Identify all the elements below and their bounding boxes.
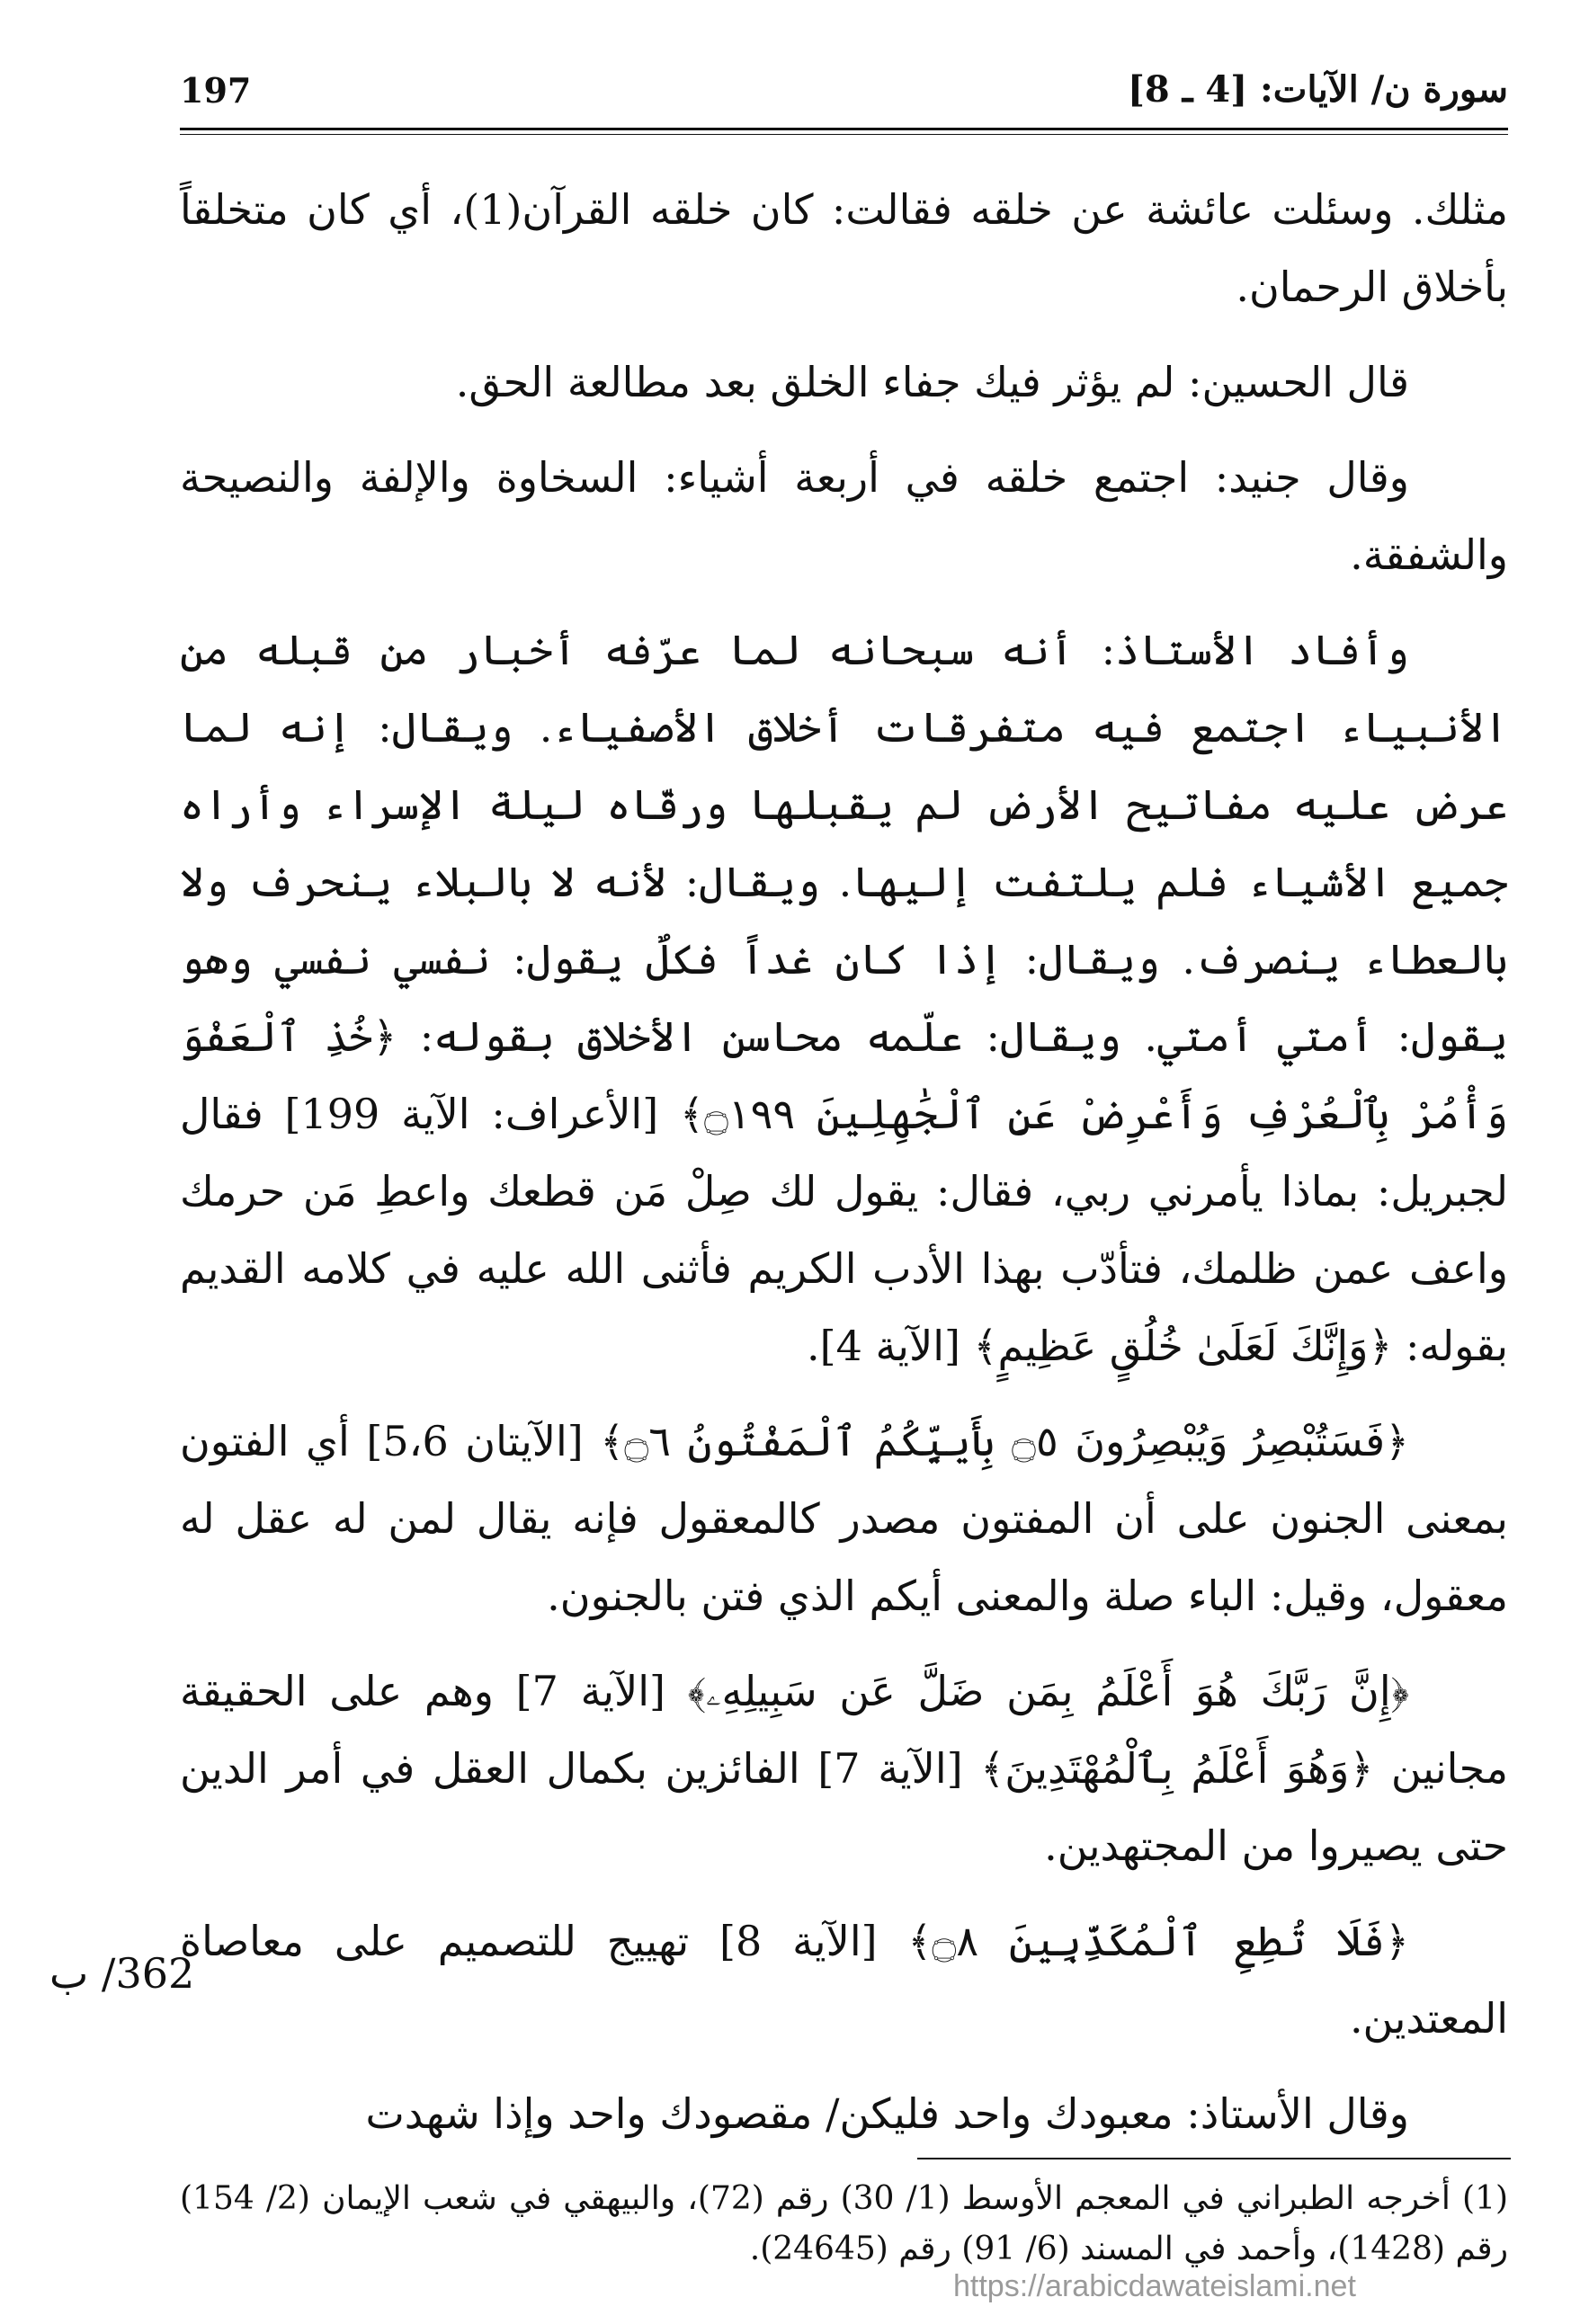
footnote: (1) أخرجه الطبراني في المعجم الأوسط (1/ 30) رقم (72)، والبيهقي في شعب الإيمان (2/ 154) رقم (1428)، وأحمد في المسند (6/ 91) رقم (24645). bbox=[180, 2180, 1509, 2267]
footnotes bbox=[180, 2174, 1508, 2275]
paragraph: قال الحسين: لم يؤثر فيك جفاء الخلق بعد مطالعة الحق. bbox=[455, 358, 1409, 406]
watermark-url: https://arabicdawateislami.net bbox=[953, 2269, 1356, 2303]
paragraph: وقال الأستاذ: معبودك واحد فليكن/ مقصودك واحد وإذا شهدت bbox=[365, 2089, 1409, 2138]
footnote-divider bbox=[917, 2158, 1511, 2159]
running-header bbox=[180, 63, 1508, 126]
page-number: 197 bbox=[180, 70, 252, 111]
paragraph: ﴿إِنَّ رَبَّكَ هُوَ أَعْلَمُ بِمَن ضَلَّ عَن سَبِيلِهِۦ﴾ [الآية 7] وهم على الحقيقة مجانين ﴿وَهُوَ أَعْلَمُ بِٱلْمُهْتَدِينَ﴾ [الآية 7] الفائزين بكمال العقل في أمر الدين حتى يصيروا من المجتهدين. bbox=[180, 1667, 1508, 1870]
paragraph: وأفاد الأستاذ: أنه سبحانه لما عرّفه أخبار من قبله من الأنبياء اجتمع فيه متفرقات أخلاق الأصفياء. ويقال: إنه لما عرض عليه مفاتيح الأرض لم يقبلها ورقّاه ليلة الإسراء وأراه جميع الأشياء فلم يلتفت إليها. ويقال: لأنه لا بالبلاء ينحرف ولا بالعطاء ينصرف. ويقال: إذا كان غداً فكلٌ يقول: نفسي نفسي وهو يقول: أمتي أمتي. ويقال: علّمه محاسن الأخلاق بقوله: ﴿خُذِ ٱلْعَفْوَ وَأْمُرْ بِٱلْعُرْفِ وَأَعْرِضْ عَنِ ٱلْجَٰهِلِينَ ۝١٩٩﴾ [الأعراف: الآية 199] فقال لجبريل: بماذا يأمرني ربي، فقال: يقول لك صِلْ مَن قطعك واعطِ مَن حرمك واعف عمن ظلمك، فتأدّب بهذا الأدب الكريم فأثنى الله عليه في كلامه القديم بقوله: ﴿وَإِنَّكَ لَعَلَىٰ خُلُقٍ عَظِيمٍ﴾ [الآية 4]. bbox=[180, 626, 1508, 1370]
running-header-title: سورة ن/ الآيات: [4 ـ 8] bbox=[1127, 68, 1508, 111]
paragraph: ﴿فَلَا تُطِعِ ٱلْمُكَذِّبِينَ ۝٨﴾ [الآية 8] تهييج للتصميم على معاصاة المعتدين. bbox=[180, 1917, 1508, 2043]
manuscript-folio-note: 362/ ب bbox=[49, 1949, 195, 1998]
paragraph: مثلك. وسئلت عائشة عن خلقه فقالت: كان خلقه القرآن(1)، أي كان متخلقاً بأخلاق الرحمان. bbox=[180, 185, 1508, 311]
paragraph: وقال جنيد: اجتمع خلقه في أربعة أشياء: السخاوة والإلفة والنصيحة والشفقة. bbox=[180, 453, 1508, 579]
header-divider-thin bbox=[180, 134, 1508, 135]
header-divider bbox=[180, 128, 1508, 130]
main-text bbox=[180, 171, 1508, 2170]
paragraph: ﴿فَسَتُبْصِرُ وَيُبْصِرُونَ ۝٥ بِأَييِّكُمُ ٱلْمَفْتُونُ ۝٦﴾ [الآيتان 5،6] أي الفتون بمعنى الجنون على أن المفتون مصدر كالمعقول فإنه يقال لمن له عقل له معقول، وقيل: الباء صلة والمعنى أيكم الذي فتن بالجنون. bbox=[180, 1417, 1508, 1620]
